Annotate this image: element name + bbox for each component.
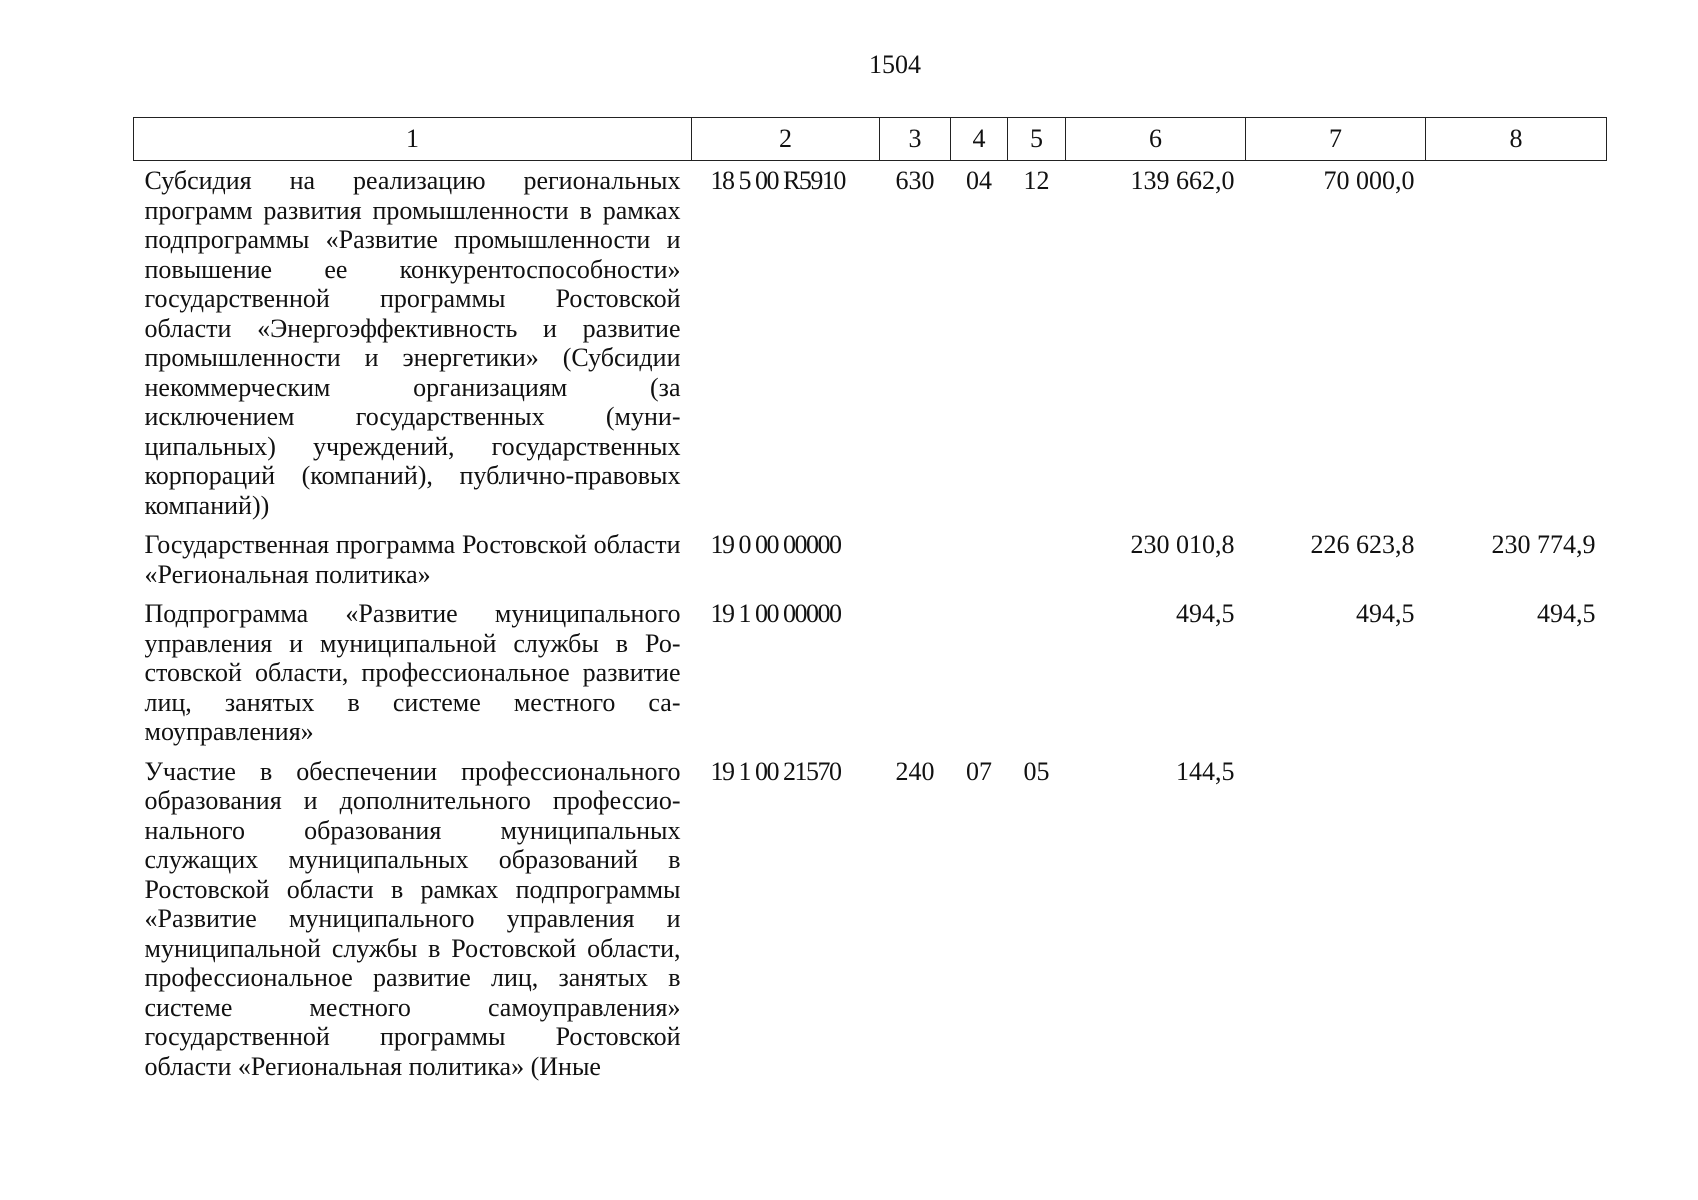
expense-type-code: 630 [895,166,935,195]
table-row [134,747,1607,1082]
amount-col-6: 144,5 [1176,756,1235,786]
column-header: 8 [1426,118,1607,161]
subsection-code: 05 [1023,756,1050,786]
section-code: 07 [966,756,992,786]
column-header: 1 [134,118,692,161]
table-row [134,520,1607,589]
column-header: 6 [1066,118,1246,161]
amount-col-7 [1246,747,1426,1082]
column-header: 4 [951,118,1008,161]
target-item-code: 19 1 00 00000 [710,599,841,628]
expense-type-code: 240 [895,756,935,786]
amount-col-7: 70 000,0 [1323,166,1415,195]
item-name: Субсидия на реализацию региональных программ развития промышленности в рамках подпрограммы «Развитие промышленности и повышение ее конкурентоспособности» государственной программы Ростовской области «Энергоэффективность и развитие промышленности и энергетики» (Субсидии некоммерческим организациям (за исключением государственных (муниципальных) учреждений, государственных корпораций (компаний), публично-правовых компаний)) [144,166,681,520]
column-number-header-row [134,118,1607,161]
column-header: 3 [880,118,951,161]
item-name: Государственная программа Ростовской области «Региональная политика» [144,530,681,589]
table-row [134,589,1607,747]
amount-col-7: 226 623,8 [1310,530,1415,559]
item-name: Участие в обеспечении профессионального образования и дополнительного профессионального образования муниципальных служащих муниципальных образований в Ростовской области в рамках подпрограммы «Развитие муниципального управления и муниципальной службы в Ростовской области, профессиональное развитие лиц, занятых в системе местного самоуправления» государственной программы Ростовской области «Региональная политика» (Иные [144,756,681,1081]
budget-table [133,117,1607,1081]
amount-col-8 [1426,747,1607,1082]
column-header: 5 [1008,118,1066,161]
target-item-code: 19 1 00 21570 [710,756,841,786]
subsection-code [1008,520,1066,589]
amount-col-8: 494,5 [1537,599,1596,628]
section-code: 04 [966,166,992,195]
amount-col-8: 230 774,9 [1491,530,1596,559]
table-row [134,161,1607,521]
amount-col-8 [1426,161,1607,521]
column-header: 2 [692,118,880,161]
expense-type-code [880,520,951,589]
target-item-code: 19 0 00 00000 [710,530,841,559]
section-code [951,520,1008,589]
page-number: 1504 [869,50,921,79]
amount-col-7: 494,5 [1356,599,1415,628]
subsection-code: 12 [1023,166,1050,195]
column-header: 7 [1246,118,1426,161]
amount-col-6: 139 662,0 [1130,166,1235,195]
section-code [951,589,1008,747]
expense-type-code [880,589,951,747]
amount-col-6: 230 010,8 [1130,530,1235,559]
target-item-code: 18 5 00 R5910 [710,166,845,195]
subsection-code [1008,589,1066,747]
item-name: Подпрограмма «Развитие муниципального управления и муниципальной службы в Ростовской области, профессиональное развитие лиц, занятых в системе местного самоуправления» [144,599,681,746]
amount-col-6: 494,5 [1176,599,1235,628]
